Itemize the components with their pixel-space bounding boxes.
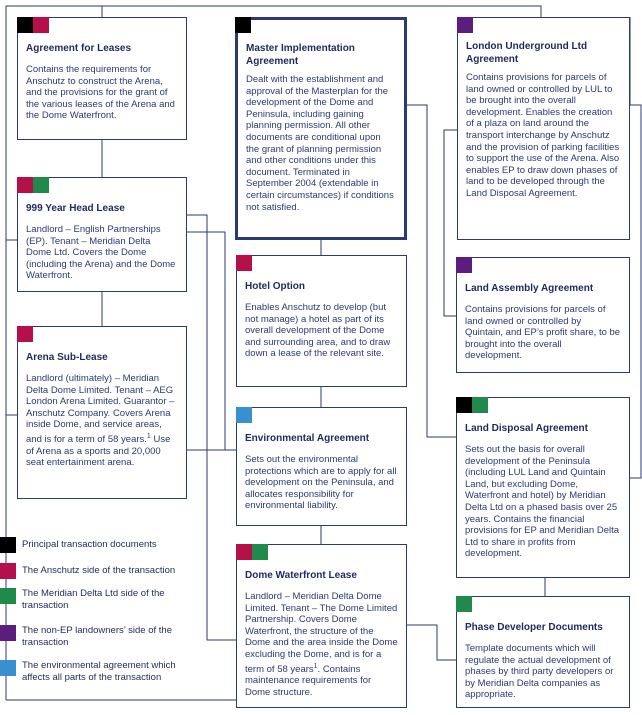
box-description: Enables Anschutz to develop (but not manage) a hotel as part of its overall development of the Dome and surrounding area, and to draw down a lease of the relevant site. <box>245 302 391 360</box>
principal-color-square <box>17 17 33 33</box>
box-description: Sets out the basis for overall development of the Peninsula (including LUL Land and Quintain Land, but excluding Dome, Waterfront and hotel) by Meridian Delta Ltd on a phased basis over 25 years. Contains the financial provisions for EP and Meridian Delta Ltd to share in profits from development. <box>465 444 620 560</box>
footnote-marker: 1 <box>146 432 151 440</box>
non-ep-color-square <box>456 257 472 273</box>
anschutz-color-square <box>33 17 49 33</box>
box-description: Template documents which will regulate the actual development of phases by third party developers or by Meridian Delta companies as appropriate. <box>465 643 614 701</box>
anschutz-color-square <box>236 544 252 560</box>
dome-waterfront-lease-box <box>236 544 407 708</box>
legend-label: The environmental agreement which affects all parts of the transaction <box>22 660 176 683</box>
box-title: Environmental Agreement <box>245 433 370 444</box>
legend-label: The Meridian Delta Ltd side of the transaction <box>22 588 165 611</box>
connector-right-frame <box>630 17 641 478</box>
box-title: Hotel Option <box>245 281 305 292</box>
box-description <box>245 591 398 699</box>
arena-sublease-box <box>17 326 187 499</box>
connector-master-to-disposal <box>406 105 456 437</box>
head-lease-box <box>17 177 187 292</box>
box-description: Sets out the environmental protections which are to apply for all development on the Peninsula, and allocates responsibility for environmental liability. <box>245 454 397 512</box>
box-description: Contains the requirements for Anschutz to construct the Arena, and the provisions for the grant of the various leases of the Arena and the Dome Waterfront. <box>26 64 175 122</box>
box-description: Dealt with the establishment and approval of the Masterplan for the development of the Dome and Peninsula, including gaining planning permission. All other documents are conditional upon the grant of planning permission and other conditions under this document. Terminated in September 2004 (extendable in certain circumstances) if conditions not satisfied. <box>246 74 394 213</box>
anschutz-color-square <box>236 255 252 271</box>
box-title: Dome Waterfront Lease <box>245 570 357 581</box>
box-title: Agreement for Leases <box>26 43 132 54</box>
master-agreement-box <box>235 17 407 240</box>
legend-swatch <box>0 625 16 641</box>
meridian-color-square <box>472 397 488 413</box>
legend-item-principal <box>0 537 198 553</box>
desc-part: Landlord (ultimately) – Meridian Delta Dome Limited. Tenant – AEG London Arena Limited. Guarantor – Anschutz Company. Covers Arena inside Dome, and service areas, and is for a term of 58 years. <box>26 373 175 446</box>
box-title: Master Implementation Agreement <box>246 43 355 67</box>
land-assembly-agreement-box <box>456 257 630 373</box>
box-description: Contains provisions for parcels of land owned or controlled by Quintain, and EP’s profit share, to be brought into the overall development. <box>465 304 621 362</box>
meridian-color-square <box>456 596 472 612</box>
desc-part: Landlord – Meridian Delta Dome Limited. Tenant – The Dome Limited Partnership. Covers Dome Waterfront, the structure of the Dome and the area inside the Dome excluding the Dome, and is for a term of 58 years <box>245 591 398 675</box>
legend <box>0 537 210 697</box>
legend-swatch <box>0 660 16 676</box>
box-title: London Underground Ltd Agreement <box>466 41 588 65</box>
connector-head-to-environmental <box>187 232 237 450</box>
lul-agreement-box <box>457 17 630 240</box>
environmental-color-square <box>236 407 252 423</box>
legend-label: The non-EP landowners’ side of the transaction <box>22 625 172 648</box>
legend-label: The Anschutz side of the transaction <box>22 565 176 576</box>
hotel-option-box <box>236 255 407 387</box>
box-title: 999 Year Head Lease <box>26 203 125 214</box>
connector-waterfront-to-phase <box>406 625 456 660</box>
legend-swatch <box>0 588 16 604</box>
anschutz-color-square <box>17 177 33 193</box>
land-disposal-agreement-box <box>456 397 630 578</box>
environmental-agreement-box <box>236 407 407 526</box>
box-title: Arena Sub-Lease <box>26 352 108 363</box>
legend-item-anschutz <box>0 563 198 579</box>
non-ep-color-square <box>457 17 473 33</box>
legend-item-environmental <box>0 660 198 683</box>
anschutz-color-square <box>17 326 33 342</box>
principal-color-square <box>235 17 251 33</box>
footnote-marker: 1 <box>313 662 318 670</box>
box-description: Landlord – English Partnerships (EP). Tenant – Meridian Delta Dome Ltd. Covers the Dome (including the Arena) and the Dome Waterfront. <box>26 224 176 282</box>
box-description: Contains provisions for parcels of land owned or controlled by LUL to be brought into the overall development. Enables the creation of a plaza on land around the transport interchange by Anschutz and the provision of parking facilities to support the use of the Arena. Also enables EP to draw down phases of land to be developed through the Land Disposal Agreement. <box>466 72 620 199</box>
phase-developer-documents-box <box>456 596 630 708</box>
box-title: Phase Developer Documents <box>465 622 603 633</box>
legend-item-non-ep <box>0 625 198 648</box>
box-title: Land Assembly Agreement <box>465 283 594 294</box>
meridian-color-square <box>33 177 49 193</box>
agreement-for-leases-box <box>17 17 187 140</box>
box-title: Land Disposal Agreement <box>465 423 588 434</box>
legend-item-meridian <box>0 588 198 611</box>
desc-part: . Contains maintenance requirements for Dome structure. <box>245 663 372 698</box>
principal-color-square <box>456 397 472 413</box>
legend-swatch <box>0 537 16 553</box>
desc-part: Use of Arena as a sports and 20,000 seat entertainment arena. <box>26 434 171 469</box>
box-description <box>26 373 178 469</box>
legend-label: Principal transaction documents <box>22 539 157 550</box>
legend-swatch <box>0 563 16 579</box>
meridian-color-square <box>252 544 268 560</box>
